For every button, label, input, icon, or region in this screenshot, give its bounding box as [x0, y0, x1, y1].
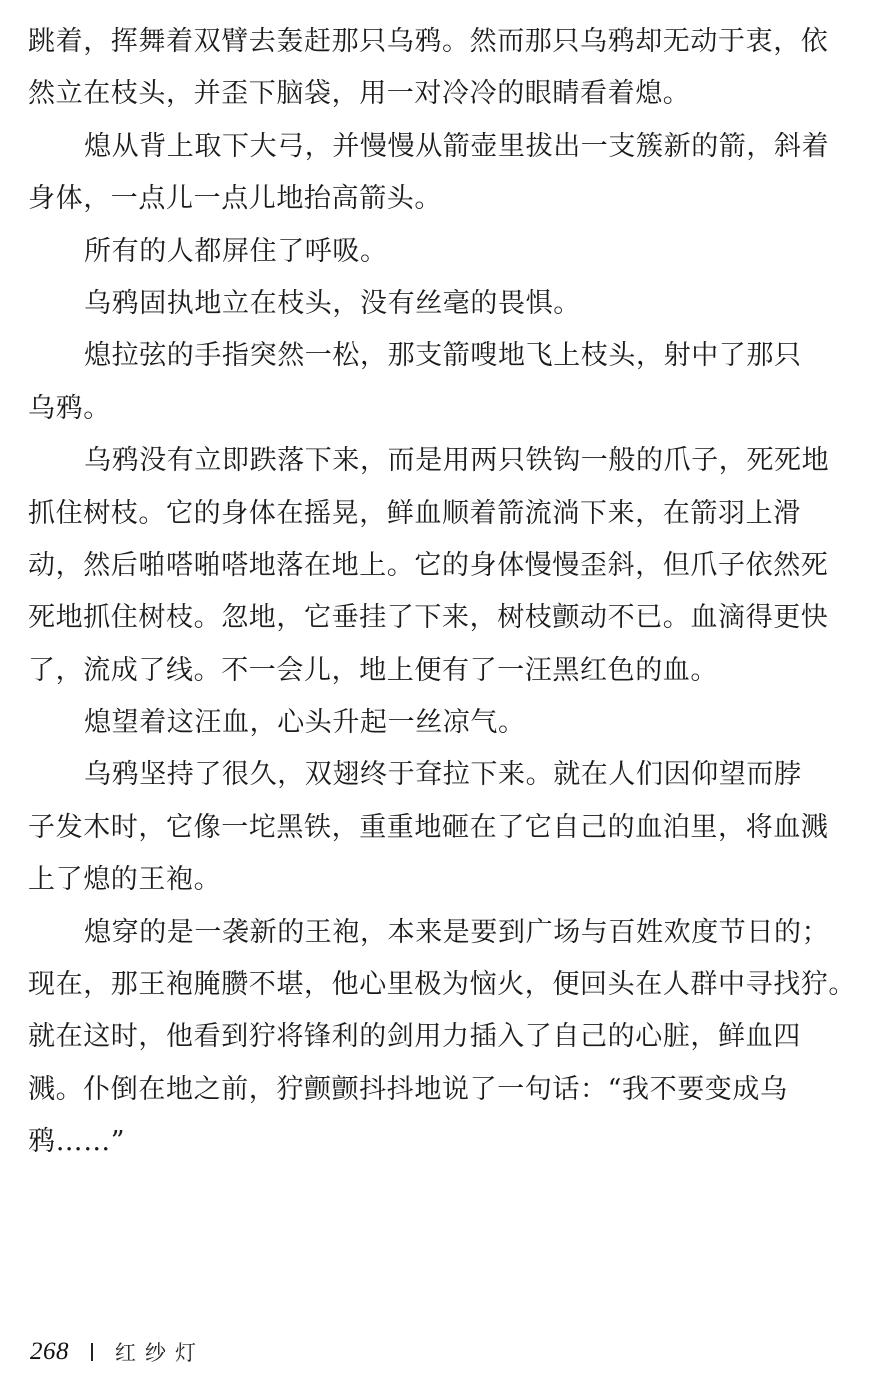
text-line: 子发木时，它像一坨黑铁，重重地砸在了它自己的血泊里，将血溅 — [28, 811, 829, 843]
page-number: 268 — [30, 1338, 69, 1365]
page-footer — [30, 1332, 205, 1372]
text-line: 身体，一点儿一点儿地抬高箭头。 — [28, 183, 442, 215]
page-body — [28, 16, 856, 1169]
text-line: 跳着，挥舞着双臂去轰赶那只乌鸦。然而那只乌鸦却无动于衷，依 — [28, 26, 829, 57]
text-line: 乌鸦固执地立在枝头，没有丝毫的畏惧。 — [84, 287, 581, 319]
text-line: 然立在枝头，并歪下脑袋，用一对冷冷的眼睛看着熄。 — [28, 78, 691, 110]
text-line: 乌鸦。 — [28, 392, 111, 424]
text-line: 熄穿的是一袭新的王袍，本来是要到广场与百姓欢度节日的； — [84, 916, 830, 948]
text-line: 抓住树枝。它的身体在摇晃，鲜血顺着箭流淌下来，在箭羽上滑 — [28, 497, 801, 529]
text-line: 现在，那王袍腌臜不堪，他心里极为恼火，便回头在人群中寻找狞。 — [28, 969, 856, 1001]
text-line: 了，流成了线。不一会儿，地上便有了一汪黑红色的血。 — [28, 654, 718, 686]
text-line: 溅。仆倒在地之前，狞颤颤抖抖地说了一句话：“我不要变成乌 — [28, 1073, 788, 1105]
footer-divider — [91, 1343, 93, 1361]
text-line: 死地抓住树枝。忽地，它垂挂了下来，树枝颤动不已。血滴得更快 — [28, 602, 829, 634]
book-title: 红纱灯 — [115, 1341, 205, 1365]
text-line: 熄从背上取下大弓，并慢慢从箭壶里拔出一支簇新的箭，斜着 — [84, 130, 830, 162]
text-line: 鸦……” — [28, 1126, 126, 1158]
text-line: 熄拉弦的手指突然一松，那支箭嗖地飞上枝头，射中了那只 — [84, 340, 802, 372]
text-line: 就在这时，他看到狞将锋利的剑用力插入了自己的心脏，鲜血四 — [28, 1021, 801, 1053]
text-line: 乌鸦坚持了很久，双翅终于耷拉下来。就在人们因仰望而脖 — [84, 759, 802, 791]
text-line: 熄望着这汪血，心头升起一丝凉气。 — [84, 707, 526, 739]
text-line: 动，然后啪嗒啪嗒地落在地上。它的身体慢慢歪斜，但爪子依然死 — [28, 549, 829, 581]
text-line: 乌鸦没有立即跌落下来，而是用两只铁钩一般的爪子，死死地 — [84, 445, 830, 477]
text-line: 上了熄的王袍。 — [28, 864, 222, 896]
text-line: 所有的人都屏住了呼吸。 — [84, 235, 388, 267]
